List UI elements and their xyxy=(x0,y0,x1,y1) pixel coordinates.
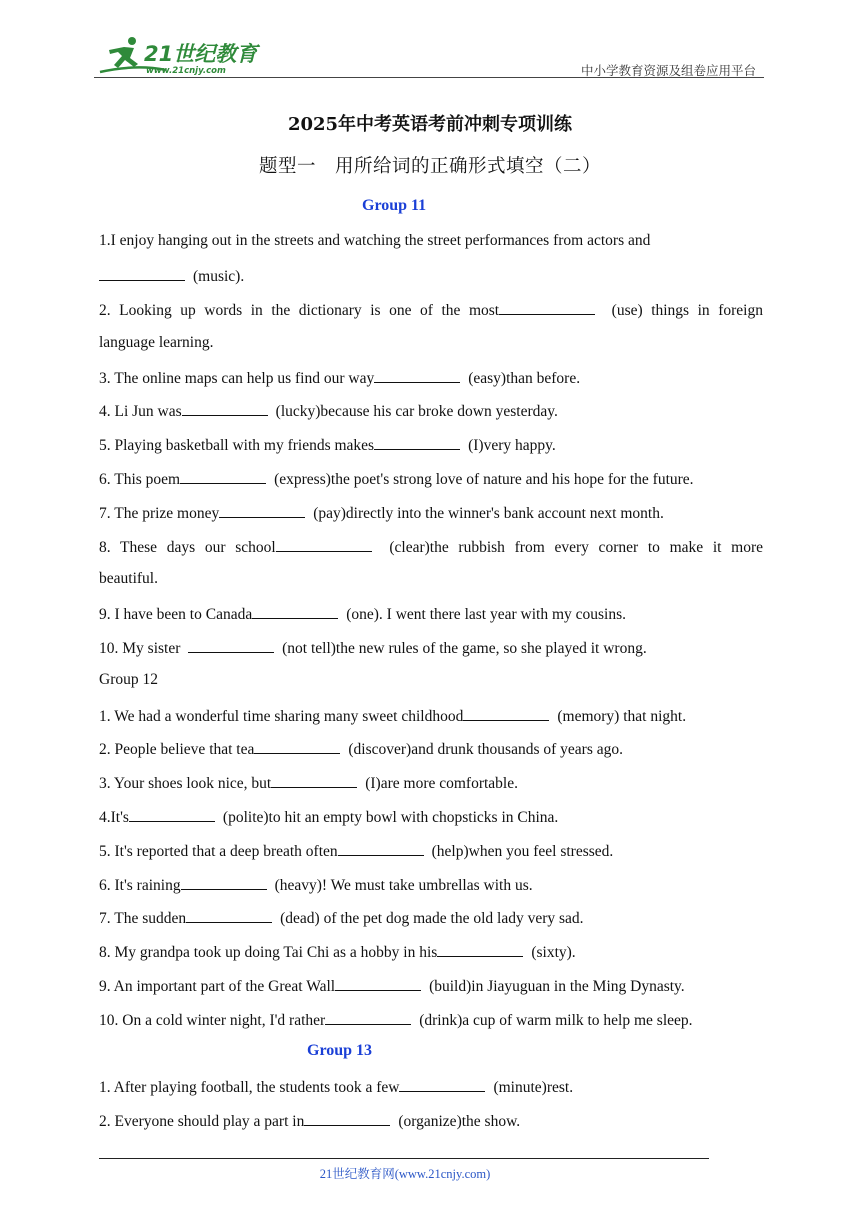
question-line: 7. The sudden (dead) of the pet dog made the old lady very sad. xyxy=(99,907,763,929)
answer-blank[interactable] xyxy=(271,772,357,788)
answer-blank[interactable] xyxy=(374,434,460,450)
question-line: (music). xyxy=(99,265,763,287)
logo-text: 21世纪教育 xyxy=(144,42,258,66)
answer-blank[interactable] xyxy=(325,1009,411,1025)
runner-logo-icon xyxy=(96,34,266,78)
group-11-heading: Group 11 xyxy=(362,197,427,214)
group-12-heading: Group 12 xyxy=(99,671,158,688)
answer-blank[interactable] xyxy=(374,367,460,383)
question-line: 8. My grandpa took up doing Tai Chi as a hobby in his (sixty). xyxy=(99,941,763,963)
question-line: 9. An important part of the Great Wall (build)in Jiayuguan in the Ming Dynasty. xyxy=(99,975,763,997)
footer-link[interactable]: 21世纪教育网(www.21cnjy.com) xyxy=(319,1167,491,1181)
question-line: 7. The prize money (pay)directly into the winner's bank account next month. xyxy=(99,502,763,524)
answer-blank[interactable] xyxy=(437,941,523,957)
group-13-heading: Group 13 xyxy=(307,1042,373,1059)
answer-blank[interactable] xyxy=(182,400,268,416)
page-subtitle: 题型一 用所给词的正确形式填空（二） xyxy=(258,156,601,177)
answer-blank[interactable] xyxy=(254,738,340,754)
question-line: 6. This poem (express)the poet's strong love of nature and his hope for the future. xyxy=(99,468,763,490)
question-line: 10. On a cold winter night, I'd rather (drink)a cup of warm milk to help me sleep. xyxy=(99,1009,763,1031)
question-line: 1. After playing football, the students took a few (minute)rest. xyxy=(99,1076,763,1098)
site-logo[interactable] xyxy=(96,34,266,78)
answer-blank[interactable] xyxy=(188,637,274,653)
answer-blank[interactable] xyxy=(499,299,595,315)
answer-blank[interactable] xyxy=(276,536,372,552)
header-divider xyxy=(94,77,764,78)
question-line: 10. My sister (not tell)the new rules of the game, so she played it wrong. xyxy=(99,637,763,659)
question-line: 2. Looking up words in the dictionary is one of the most (use) things in foreign xyxy=(99,299,763,321)
answer-blank[interactable] xyxy=(129,806,215,822)
page-title: 2025年中考英语考前冲刺专项训练 xyxy=(287,114,573,135)
question-line: language learning. xyxy=(99,334,214,351)
answer-blank[interactable] xyxy=(186,907,272,923)
header-platform-text: 中小学教育资源及组卷应用平台 xyxy=(580,63,756,78)
answer-blank[interactable] xyxy=(252,603,338,619)
question-line: 8. These days our school (clear)the rubbish from every corner to make it more xyxy=(99,536,763,558)
question-line: 5. Playing basketball with my friends makes (I)very happy. xyxy=(99,434,763,456)
question-line: 4. Li Jun was (lucky)because his car broke down yesterday. xyxy=(99,400,763,422)
answer-blank[interactable] xyxy=(463,705,549,721)
question-line: 5. It's reported that a deep breath often (help)when you feel stressed. xyxy=(99,840,763,862)
question-line: 9. I have been to Canada (one). I went there last year with my cousins. xyxy=(99,603,763,625)
answer-blank[interactable] xyxy=(99,265,185,281)
answer-blank[interactable] xyxy=(399,1076,485,1092)
question-line: 1.I enjoy hanging out in the streets and watching the street performances from actors and xyxy=(99,232,651,249)
question-line: 2. People believe that tea (discover)and drunk thousands of years ago. xyxy=(99,738,763,760)
answer-blank[interactable] xyxy=(335,975,421,991)
answer-blank[interactable] xyxy=(180,468,266,484)
question-line: 4.It's (polite)to hit an empty bowl with chopsticks in China. xyxy=(99,806,763,828)
answer-blank[interactable] xyxy=(338,840,424,856)
question-line: 1. We had a wonderful time sharing many sweet childhood (memory) that night. xyxy=(99,705,763,727)
question-line: 2. Everyone should play a part in (organize)the show. xyxy=(99,1110,763,1132)
question-line: 6. It's raining (heavy)! We must take umbrellas with us. xyxy=(99,874,763,896)
answer-blank[interactable] xyxy=(304,1110,390,1126)
question-line: 3. The online maps can help us find our way (easy)than before. xyxy=(99,367,763,389)
logo-url: www.21cnjy.com xyxy=(146,66,226,76)
footer-divider xyxy=(99,1158,709,1159)
answer-blank[interactable] xyxy=(181,874,267,890)
question-line: 3. Your shoes look nice, but (I)are more comfortable. xyxy=(99,772,763,794)
question-line: beautiful. xyxy=(99,570,158,587)
answer-blank[interactable] xyxy=(219,502,305,518)
